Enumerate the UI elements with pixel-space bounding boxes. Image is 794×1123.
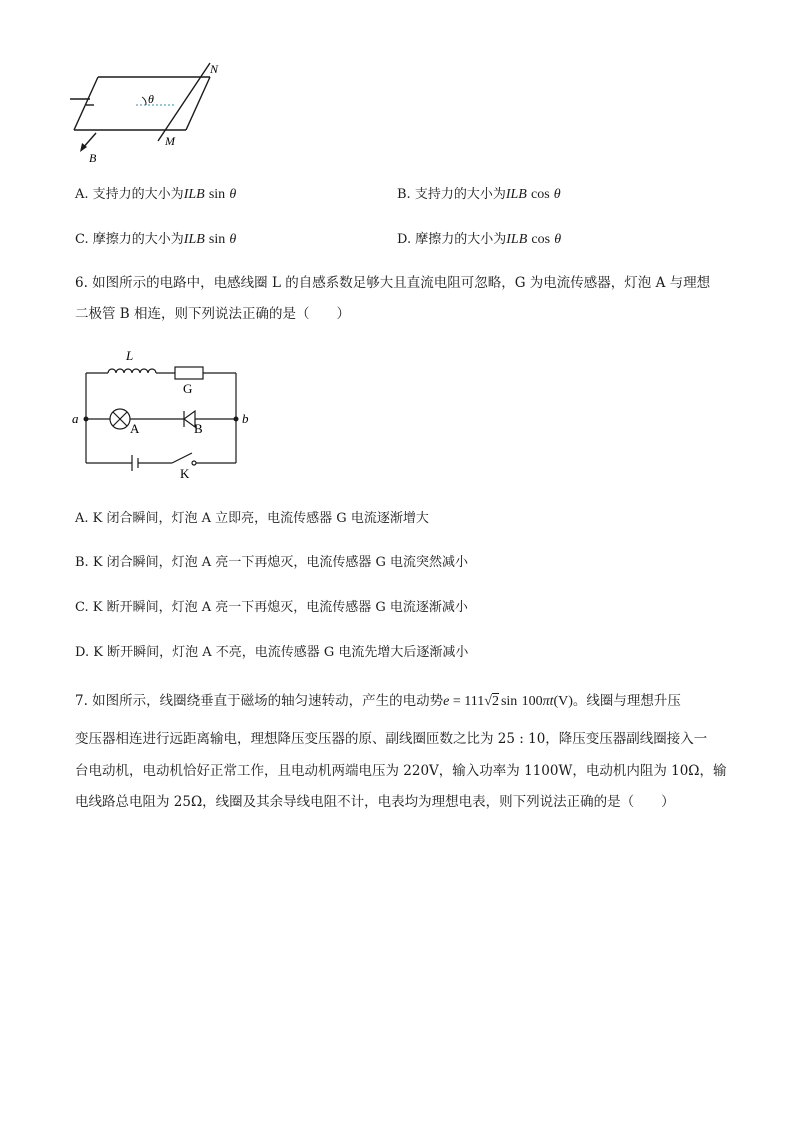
label-L: L: [126, 348, 134, 363]
q5-option-a-expr: ILB: [183, 187, 205, 202]
label-b: b: [242, 411, 249, 426]
label-A: A: [130, 421, 140, 436]
q6-option-b[interactable]: [75, 554, 468, 572]
q7-line1-post: 。线圈与理想升压: [572, 693, 681, 709]
q5-option-b-fn: cos: [530, 187, 550, 202]
emf-arg: 100: [521, 694, 543, 709]
emf-pi: π: [542, 694, 550, 709]
emf-t: t: [549, 694, 554, 709]
emf-e: e: [443, 694, 450, 709]
emf-sqrt-value: 2: [491, 694, 499, 709]
rail-right: [186, 77, 210, 130]
q6-option-a-letter: A.: [75, 511, 89, 526]
q5-option-d-letter: D.: [397, 232, 412, 247]
label-B: B: [89, 151, 97, 165]
q7-stem-line2: 变压器相连进行远距离输电，理想降压变压器的原、副线圈匝数之比为 25 : 10，降压变压器副线圈接入一: [75, 731, 708, 747]
q5-option-d-text: 摩擦力的大小为: [415, 232, 507, 247]
q6-stem-line1: 6. 如图所示的电路中，电感线圈 L 的自感系数足够大且直流电阻可忽略，G 为电流传感器，灯泡 A 与理想: [75, 275, 711, 291]
label-G: G: [183, 381, 193, 396]
q6-option-d-letter: D.: [75, 645, 90, 660]
q6-stem-line2: 二极管 B 相连，则下列说法正确的是（ ）: [75, 306, 351, 322]
rail-left: [74, 77, 98, 130]
emf-unit: (V): [553, 694, 573, 709]
label-M: M: [165, 134, 175, 148]
q6-option-b-text: K 闭合瞬间，灯泡 A 亮一下再熄灭，电流传感器 G 电流突然减小: [92, 555, 468, 570]
node-a: [84, 417, 89, 422]
emf-sqrt-sign: √2: [484, 694, 499, 709]
q5-option-a[interactable]: [75, 186, 236, 204]
label-a: a: [72, 411, 79, 426]
q6-option-c-letter: C.: [75, 600, 89, 615]
q7-emf-expression: [443, 693, 573, 709]
q6-option-c-text: K 断开瞬间，灯泡 A 亮一下再熄灭，电流传感器 G 电流逐渐减小: [92, 600, 468, 615]
q5-option-c-letter: C.: [75, 232, 89, 247]
q6-option-b-letter: B.: [75, 555, 89, 570]
q7-stem-line3: 台电动机，电动机恰好正常工作，且电动机两端电压为 220V，输入功率为 1100W，电动机内阻为 10Ω，输: [75, 763, 727, 779]
q6-option-c[interactable]: [75, 599, 468, 617]
q7-stem-line4: 电线路总电阻为 25Ω，线圈及其余导线电阻不计，电表均为理想电表，则下列说法正确的是（ ）: [75, 794, 675, 810]
q5-option-d-fn: cos: [531, 232, 551, 247]
q5-option-c-fn: sin: [208, 232, 226, 247]
q7-line1-pre: 7. 如图所示，线圈绕垂直于磁场的轴匀速转动，产生的电动势: [75, 693, 444, 709]
label-K: K: [180, 466, 190, 481]
q5-option-b-letter: B.: [397, 187, 411, 202]
q5-option-b-expr: ILB: [505, 187, 527, 202]
q5-option-d-expr: ILB: [506, 232, 528, 247]
q6-option-a-text: K 闭合瞬间，灯泡 A 立即亮，电流传感器 G 电流逐渐增大: [92, 511, 429, 526]
emf-fn: sin: [500, 694, 518, 709]
label-theta: θ: [148, 92, 154, 106]
circuit-figure: [68, 343, 258, 483]
emf-eq: = 111: [449, 694, 485, 709]
q5-option-c[interactable]: [75, 231, 236, 249]
angle-arc: [142, 97, 146, 105]
q5-option-d[interactable]: [397, 231, 561, 249]
label-B-diode: B: [194, 421, 203, 436]
q5-option-a-fn: sin: [208, 187, 226, 202]
q5-option-d-var: θ: [554, 232, 562, 247]
q5-option-b[interactable]: [397, 186, 561, 204]
q5-option-c-var: θ: [229, 232, 237, 247]
q5-option-b-var: θ: [553, 187, 561, 202]
q6-option-d[interactable]: [75, 644, 468, 662]
q5-option-c-expr: ILB: [183, 232, 205, 247]
inductor-coil: [108, 369, 156, 373]
q5-option-c-text: 摩擦力的大小为: [92, 232, 184, 247]
q6-option-d-text: K 断开瞬间，灯泡 A 不亮，电流传感器 G 电流先增大后逐渐减小: [93, 645, 469, 660]
switch-blade: [172, 453, 192, 463]
sensor-g-box: [175, 367, 203, 379]
q5-option-b-text: 支持力的大小为: [414, 187, 506, 202]
q7-stem-line1: [75, 692, 681, 711]
switch-contact: [192, 461, 196, 465]
q5-option-a-text: 支持力的大小为: [92, 187, 184, 202]
q6-option-a[interactable]: [75, 510, 429, 528]
label-N: N: [210, 62, 219, 76]
rails-figure: [60, 55, 240, 170]
q5-option-a-letter: A.: [75, 187, 89, 202]
q5-option-a-var: θ: [229, 187, 237, 202]
node-b: [234, 417, 239, 422]
